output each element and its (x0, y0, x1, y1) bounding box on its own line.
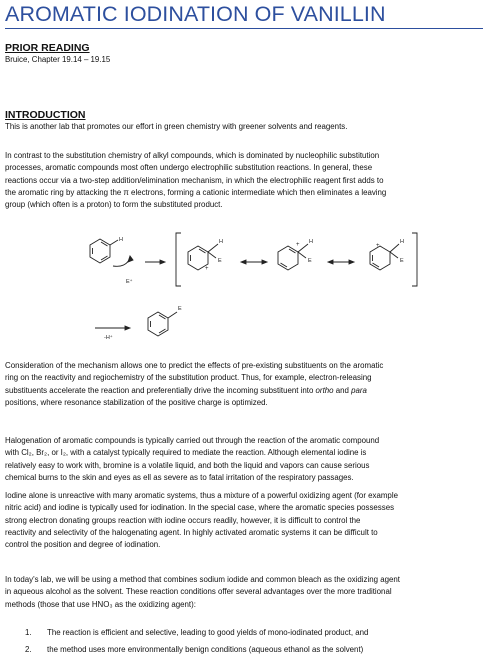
paragraph-line: nitric acid) and iodine is typically used for iodination. In the special case, where the aromatic species possesses (5, 503, 395, 513)
label-h: H (400, 239, 404, 245)
paragraph-line: in aqueous alcohol as the solvent. These reaction conditions offer several advantages over the more traditional (5, 587, 392, 597)
benzene-ring (90, 239, 118, 263)
label-e: E (308, 258, 312, 264)
paragraph-line: In today's lab, we will be using a method that combines sodium iodide and common bleach as the oxidizing agent (5, 575, 400, 584)
intro-paragraph-5 (5, 490, 483, 551)
list-item-text: the method uses more environmentally benign conditions (aqueous ethanol as the solvent) (47, 645, 364, 654)
paragraph-line: group (which often is a proton) to form the substituted product. (5, 200, 223, 210)
label-e: E (218, 258, 222, 264)
list-item-number: 2. (25, 645, 32, 654)
paragraph-line: processes, aromatic compounds most often undergo electrophilic substitution reactions. In general, these (5, 163, 373, 173)
label-h: H (219, 239, 223, 245)
paragraph-line: Iodine alone is unreactive with many aromatic systems, thus a mixture of a powerful oxidizing agent (for example (5, 491, 398, 500)
label-minus-h-plus: -H⁺ (104, 335, 113, 341)
prior-reading-text: Bruice, Chapter 19.14 – 19.15 (5, 55, 111, 64)
paragraph-line: Halogenation of aromatic compounds is typically carried out through the reaction of the aromatic compound (5, 436, 380, 445)
positive-charge: + (296, 242, 300, 248)
page-title: AROMATIC IODINATION OF VANILLIN (5, 2, 386, 26)
label-e: E (400, 258, 404, 264)
paragraph-line: strong electron donating groups reaction with iodine occurs readily, however, it is difficult to control the (5, 515, 361, 525)
intro-paragraph-1: This is another lab that promotes our effort in green chemistry with greener solvents and reagents. (5, 122, 348, 131)
label-electrophile: E⁺ (126, 279, 133, 285)
paragraph-line: the aromatic ring by attacking the π electrons, forming a cationic intermediate which then eliminates a leaving (5, 187, 387, 197)
right-bracket (412, 233, 417, 286)
intro-paragraph-6 (5, 574, 483, 611)
left-bracket (176, 233, 181, 286)
curved-arrow (113, 258, 130, 266)
arenium-intermediate-1 (188, 244, 218, 270)
paragraph-line: ring on the reactivity and regiochemistry of the substitution product. Thus, for example, electron-releasing (5, 373, 372, 383)
paragraph-line: Consideration of the mechanism allows one to predict the effects of pre-existing substituents on the aromatic (5, 361, 384, 370)
label-h: H (309, 239, 313, 245)
prior-reading-heading-text: PRIOR READING (5, 42, 90, 54)
paragraph-line: reactivity and selectivity of the halogenating agent. In highly activated aromatic systems it can be difficult to (5, 527, 378, 537)
list-item-text: The reaction is efficient and selective, leading to good yields of mono-iodinated product, and (47, 628, 369, 637)
paragraph-line: chemical burns to the skin and eyes as ell as severe as to fatal irritation of the respiratory passages. (5, 472, 354, 482)
paragraph-line: substituents accelerate the reaction and preferentially drive the incoming substituent into ortho and para (5, 385, 367, 395)
paragraph-line: with Cl₂, Br₂, or I₂, with a catalyst typically required to mediate the reaction. Although elemental iodine is (5, 448, 367, 458)
arenium-intermediate-3 (370, 244, 399, 270)
paragraph-line: relatively easy to work with, bromine is a volatile liquid, and both the liquid and vapors can cause serious (5, 460, 370, 470)
paragraph-line: methods (those that use HNO₃ as the oxidizing agent): (5, 599, 196, 609)
substituted-product-ring (148, 312, 177, 336)
paragraph-line: In contrast to the substitution chemistry of alkyl compounds, which is dominated by nucleophilic substitution (5, 151, 380, 160)
intro-paragraph-3 (5, 360, 483, 409)
arenium-intermediate-2 (278, 244, 308, 270)
label-h: H (119, 237, 123, 243)
paragraph-line: control the position and degree of iodination. (5, 540, 161, 550)
paragraph-line: positions, where resonance stabilization of the positive charge is optimized. (5, 397, 268, 407)
positive-charge: + (205, 266, 209, 272)
intro-paragraph-4 (5, 435, 483, 484)
list-item-number: 1. (25, 628, 32, 637)
label-e: E (178, 306, 182, 312)
paragraph-line: reactions occur via a two-step addition/elimination mechanism, in which the electrophilic reagent first adds to (5, 175, 384, 185)
curved-arrowhead (128, 256, 133, 262)
introduction-heading-text: INTRODUCTION (5, 109, 86, 121)
positive-charge: + (376, 243, 380, 249)
